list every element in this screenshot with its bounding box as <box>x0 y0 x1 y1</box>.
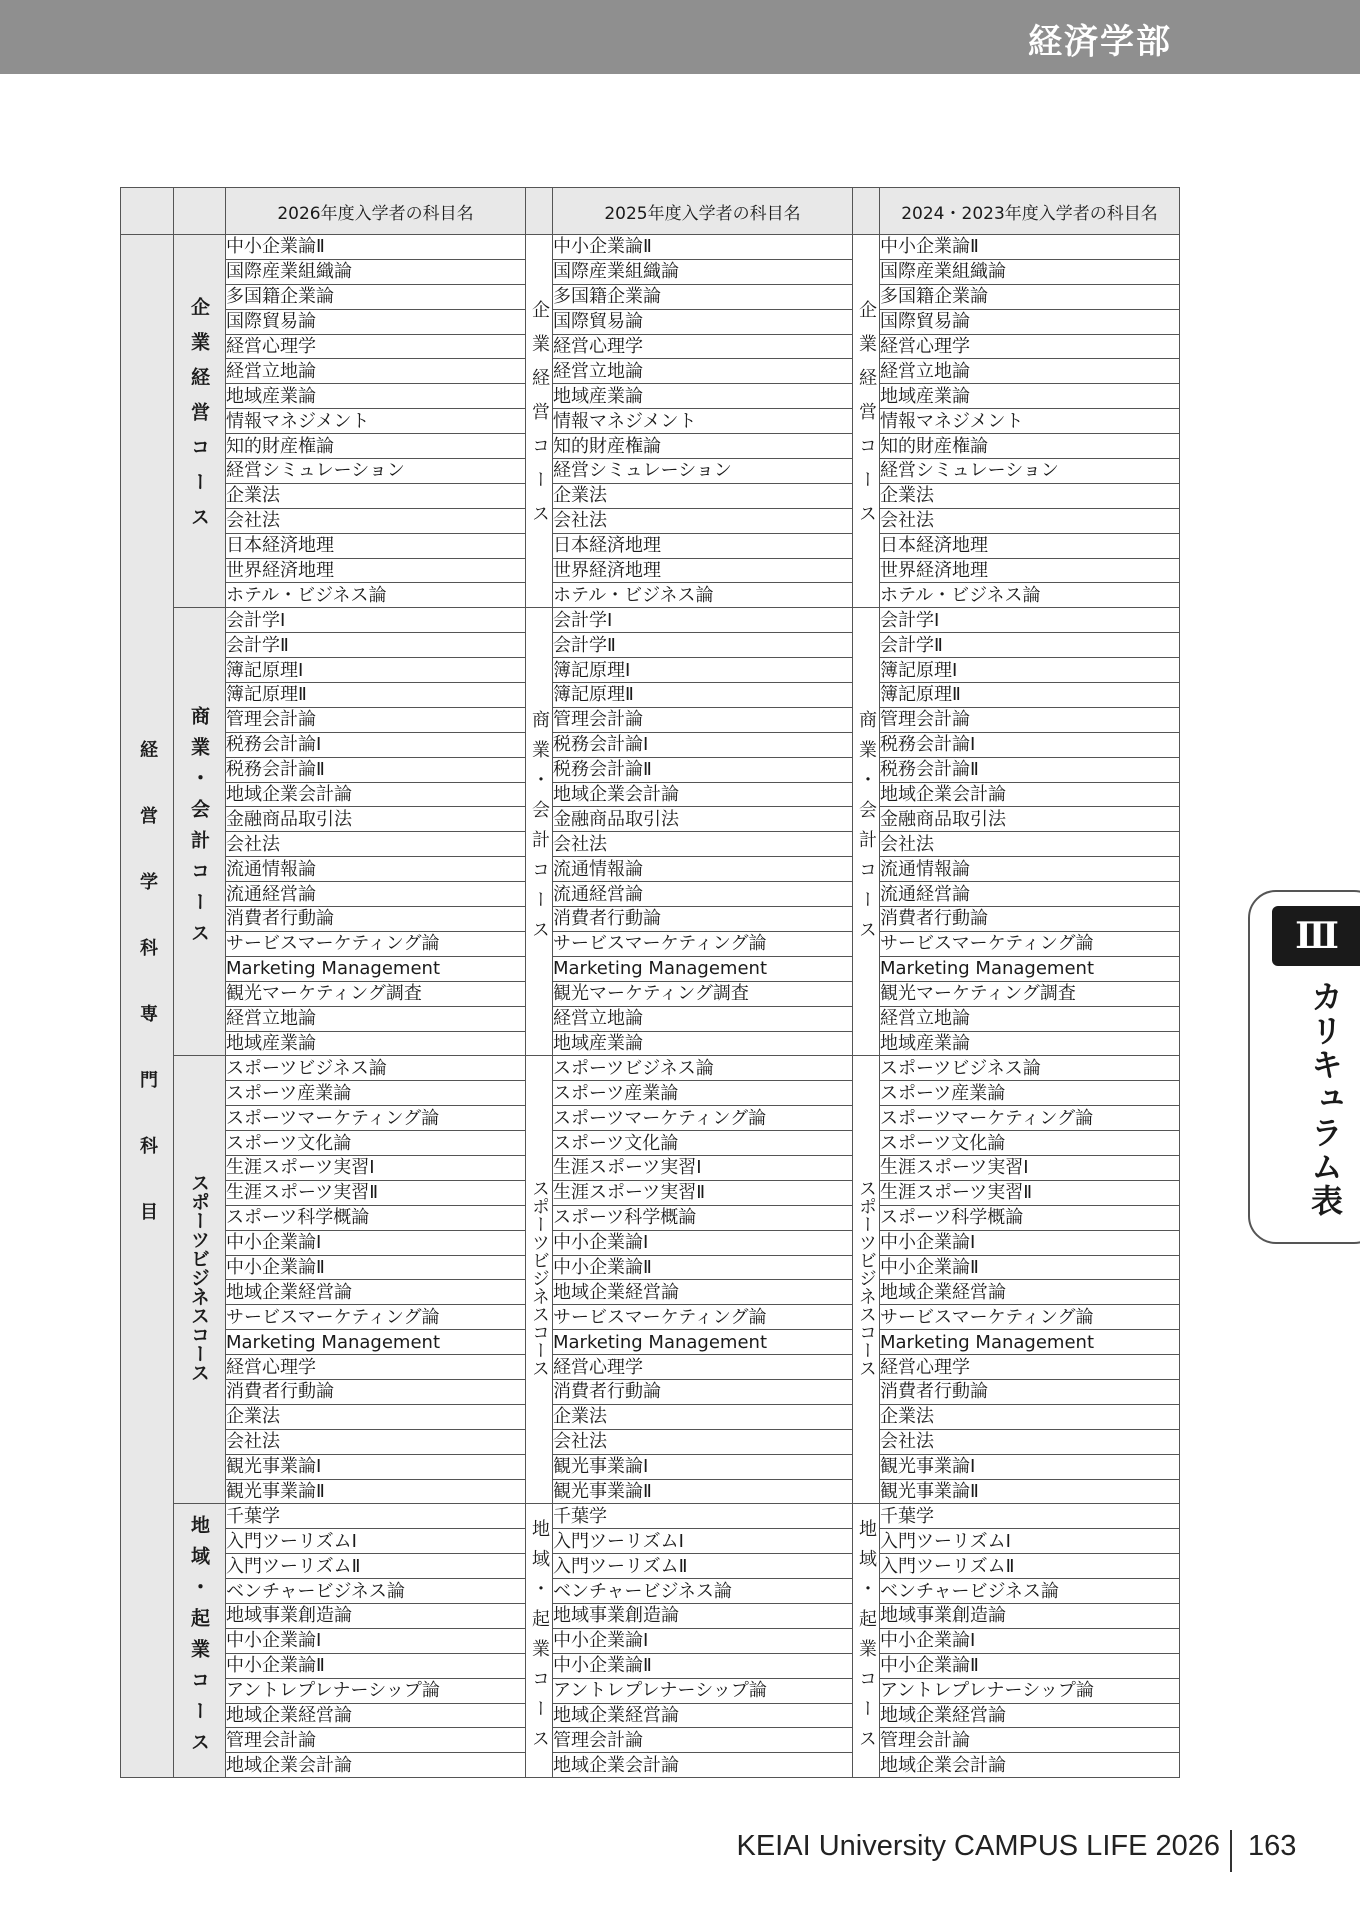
course-label: 商業・会計コース <box>856 709 877 950</box>
subject-cell: 中小企業論Ⅱ <box>553 1255 853 1280</box>
course-label-cell <box>853 1504 880 1778</box>
subject-cell: 地域事業創造論 <box>880 1603 1180 1628</box>
subject-cell: スポーツ文化論 <box>553 1131 853 1156</box>
subject-cell: 税務会計論Ⅱ <box>553 757 853 782</box>
table-row <box>121 1753 1180 1778</box>
table-header-row <box>121 188 1180 235</box>
subject-cell: 地域企業会計論 <box>553 1753 853 1778</box>
subject-cell: Marketing Management <box>553 1330 853 1355</box>
header-spacer-2024 <box>853 188 880 235</box>
subject-cell: スポーツ産業論 <box>880 1081 1180 1106</box>
subject-cell: 知的財産権論 <box>226 434 526 459</box>
table-row <box>121 1056 1180 1081</box>
table-row <box>121 1479 1180 1504</box>
table-row <box>121 683 1180 708</box>
header-bar <box>0 0 1360 74</box>
table-row <box>121 1230 1180 1255</box>
subject-cell: 金融商品取引法 <box>553 807 853 832</box>
subject-cell: ホテル・ビジネス論 <box>553 583 853 608</box>
table-row <box>121 757 1180 782</box>
table-row <box>121 1379 1180 1404</box>
table-row <box>121 1330 1180 1355</box>
subject-cell: 会社法 <box>880 508 1180 533</box>
table-row <box>121 832 1180 857</box>
subject-cell: 会社法 <box>226 1429 526 1454</box>
table-row <box>121 483 1180 508</box>
subject-cell: 地域企業経営論 <box>880 1703 1180 1728</box>
table-row <box>121 1280 1180 1305</box>
curriculum-table <box>120 187 1180 1778</box>
subject-cell: 経営心理学 <box>553 334 853 359</box>
side-label-text: 経営学科専門科目 <box>137 740 158 1269</box>
subject-cell: 観光事業論Ⅱ <box>226 1479 526 1504</box>
course-label-cell <box>174 235 226 608</box>
subject-cell: スポーツ文化論 <box>226 1131 526 1156</box>
subject-cell: アントレプレナーシップ論 <box>553 1678 853 1703</box>
subject-cell: 地域産業論 <box>226 1031 526 1056</box>
table-row <box>121 508 1180 533</box>
subject-cell: 管理会計論 <box>553 707 853 732</box>
subject-cell: 日本経済地理 <box>226 533 526 558</box>
subject-cell: ホテル・ビジネス論 <box>880 583 1180 608</box>
subject-cell: 金融商品取引法 <box>226 807 526 832</box>
table-row <box>121 1653 1180 1678</box>
subject-cell: 生涯スポーツ実習Ⅰ <box>553 1155 853 1180</box>
course-label-cell <box>526 1504 553 1778</box>
subject-cell: 税務会計論Ⅱ <box>880 757 1180 782</box>
course-label-cell <box>174 1504 226 1778</box>
table-row <box>121 1155 1180 1180</box>
subject-cell: 中小企業論Ⅱ <box>226 1255 526 1280</box>
table-row <box>121 1554 1180 1579</box>
subject-cell: 会計学Ⅱ <box>226 633 526 658</box>
table-row <box>121 334 1180 359</box>
table-row <box>121 1081 1180 1106</box>
subject-cell: 情報マネジメント <box>553 409 853 434</box>
subject-cell: 税務会計論Ⅰ <box>880 732 1180 757</box>
subject-cell: 観光事業論Ⅰ <box>880 1454 1180 1479</box>
subject-cell: 会社法 <box>226 508 526 533</box>
subject-cell: 観光マーケティング調査 <box>880 981 1180 1006</box>
subject-cell: 中小企業論Ⅱ <box>880 235 1180 260</box>
subject-cell: 観光事業論Ⅱ <box>553 1479 853 1504</box>
subject-cell: 地域企業会計論 <box>226 1753 526 1778</box>
subject-cell: 世界経済地理 <box>553 558 853 583</box>
subject-cell: 千葉学 <box>880 1504 1180 1529</box>
col-header-2024-2023: 2024・2023年度入学者の科目名 <box>880 188 1180 235</box>
subject-cell: スポーツビジネス論 <box>226 1056 526 1081</box>
subject-cell: スポーツ産業論 <box>226 1081 526 1106</box>
subject-cell: 入門ツーリズムⅠ <box>226 1529 526 1554</box>
subject-cell: ベンチャービジネス論 <box>880 1579 1180 1604</box>
subject-cell: 生涯スポーツ実習Ⅱ <box>553 1180 853 1205</box>
subject-cell: 消費者行動論 <box>880 1379 1180 1404</box>
subject-cell: 流通情報論 <box>880 857 1180 882</box>
subject-cell: 知的財産権論 <box>880 434 1180 459</box>
table-row <box>121 882 1180 907</box>
subject-cell: 地域企業会計論 <box>553 782 853 807</box>
subject-cell: 知的財産権論 <box>553 434 853 459</box>
subject-cell: 入門ツーリズムⅡ <box>880 1554 1180 1579</box>
subject-cell: 国際産業組織論 <box>226 259 526 284</box>
subject-cell: スポーツ科学概論 <box>553 1205 853 1230</box>
subject-cell: 情報マネジメント <box>880 409 1180 434</box>
subject-cell: 会社法 <box>553 1429 853 1454</box>
subject-cell: 経営立地論 <box>553 359 853 384</box>
subject-cell: サービスマーケティング論 <box>880 1305 1180 1330</box>
subject-cell: 流通情報論 <box>226 857 526 882</box>
subject-cell: 中小企業論Ⅰ <box>880 1230 1180 1255</box>
course-label-cell <box>526 608 553 1056</box>
subject-cell: 経営心理学 <box>880 1355 1180 1380</box>
table-row <box>121 1305 1180 1330</box>
subject-cell: 税務会計論Ⅰ <box>226 732 526 757</box>
table-row <box>121 384 1180 409</box>
course-label-cell <box>853 1056 880 1504</box>
table-row <box>121 956 1180 981</box>
subject-cell: 会計学Ⅰ <box>880 608 1180 633</box>
subject-cell: 経営立地論 <box>880 359 1180 384</box>
subject-cell: 中小企業論Ⅰ <box>226 1230 526 1255</box>
subject-cell: 会計学Ⅱ <box>880 633 1180 658</box>
subject-cell: 地域企業経営論 <box>226 1703 526 1728</box>
subject-cell: 中小企業論Ⅰ <box>880 1628 1180 1653</box>
subject-cell: ホテル・ビジネス論 <box>226 583 526 608</box>
table-row <box>121 583 1180 608</box>
subject-cell: 簿記原理Ⅱ <box>880 683 1180 708</box>
subject-cell: 簿記原理Ⅰ <box>880 658 1180 683</box>
table-row <box>121 707 1180 732</box>
table-row <box>121 359 1180 384</box>
subject-cell: 国際貿易論 <box>553 309 853 334</box>
chapter-tab <box>1248 890 1360 1244</box>
course-label: 企業経営コース <box>529 300 550 539</box>
subject-cell: 簿記原理Ⅰ <box>226 658 526 683</box>
table-row <box>121 309 1180 334</box>
subject-cell: 経営立地論 <box>553 1006 853 1031</box>
subject-cell: 企業法 <box>880 1404 1180 1429</box>
subject-cell: 情報マネジメント <box>226 409 526 434</box>
subject-cell: スポーツビジネス論 <box>553 1056 853 1081</box>
subject-cell: 会社法 <box>226 832 526 857</box>
course-label-cell <box>526 235 553 608</box>
subject-cell: 国際貿易論 <box>226 309 526 334</box>
subject-cell: 経営立地論 <box>226 1006 526 1031</box>
subject-cell: Marketing Management <box>880 1330 1180 1355</box>
subject-cell: 消費者行動論 <box>226 1379 526 1404</box>
subject-cell: 地域産業論 <box>553 1031 853 1056</box>
subject-cell: スポーツ科学概論 <box>880 1205 1180 1230</box>
subject-cell: アントレプレナーシップ論 <box>226 1678 526 1703</box>
subject-cell: 企業法 <box>553 1404 853 1429</box>
subject-cell: ベンチャービジネス論 <box>226 1579 526 1604</box>
subject-cell: 会社法 <box>880 832 1180 857</box>
table-row <box>121 1355 1180 1380</box>
course-label-cell <box>853 235 880 608</box>
table-row <box>121 1504 1180 1529</box>
table-row <box>121 658 1180 683</box>
subject-cell: 地域産業論 <box>553 384 853 409</box>
course-label: スポーツビジネスコース <box>188 1173 210 1383</box>
subject-cell: サービスマーケティング論 <box>880 931 1180 956</box>
subject-cell: スポーツマーケティング論 <box>226 1106 526 1131</box>
course-label-cell <box>174 1056 226 1504</box>
header-corner <box>121 188 174 235</box>
subject-cell: 企業法 <box>226 483 526 508</box>
subject-cell: 流通経営論 <box>553 882 853 907</box>
subject-cell: 経営立地論 <box>880 1006 1180 1031</box>
subject-cell: 流通経営論 <box>880 882 1180 907</box>
subject-cell: 経営心理学 <box>226 334 526 359</box>
subject-cell: 中小企業論Ⅰ <box>553 1230 853 1255</box>
subject-cell: サービスマーケティング論 <box>553 931 853 956</box>
subject-cell: 観光事業論Ⅰ <box>226 1454 526 1479</box>
table-row <box>121 732 1180 757</box>
subject-cell: 入門ツーリズムⅡ <box>553 1554 853 1579</box>
subject-cell: 会社法 <box>553 832 853 857</box>
table-row <box>121 1678 1180 1703</box>
page-number: 163 <box>1248 1830 1297 1862</box>
subject-cell: 経営シミュレーション <box>553 459 853 484</box>
table-row <box>121 1404 1180 1429</box>
subject-cell: 消費者行動論 <box>553 907 853 932</box>
subject-cell: スポーツ文化論 <box>880 1131 1180 1156</box>
subject-cell: 流通経営論 <box>226 882 526 907</box>
subject-cell: 多国籍企業論 <box>226 284 526 309</box>
subject-cell: 生涯スポーツ実習Ⅰ <box>880 1155 1180 1180</box>
table-row <box>121 235 1180 260</box>
subject-cell: 金融商品取引法 <box>880 807 1180 832</box>
subject-cell: 生涯スポーツ実習Ⅰ <box>226 1155 526 1180</box>
subject-cell: スポーツ科学概論 <box>226 1205 526 1230</box>
header-spacer-2025 <box>526 188 553 235</box>
subject-cell: 簿記原理Ⅱ <box>226 683 526 708</box>
subject-cell: 地域事業創造論 <box>553 1603 853 1628</box>
subject-cell: 日本経済地理 <box>880 533 1180 558</box>
subject-cell: 中小企業論Ⅱ <box>553 1653 853 1678</box>
table-row <box>121 1255 1180 1280</box>
table-row <box>121 931 1180 956</box>
subject-cell: 観光事業論Ⅰ <box>553 1454 853 1479</box>
subject-cell: 会社法 <box>553 508 853 533</box>
subject-cell: 簿記原理Ⅱ <box>553 683 853 708</box>
department-side-label <box>121 235 174 1778</box>
table-row <box>121 558 1180 583</box>
header-corner-2 <box>174 188 226 235</box>
subject-cell: 管理会計論 <box>880 707 1180 732</box>
table-row <box>121 1529 1180 1554</box>
course-label: スポーツビジネスコース <box>856 1178 877 1377</box>
subject-cell: 企業法 <box>880 483 1180 508</box>
subject-cell: 中小企業論Ⅱ <box>880 1653 1180 1678</box>
subject-cell: 観光マーケティング調査 <box>553 981 853 1006</box>
subject-cell: 世界経済地理 <box>226 558 526 583</box>
course-label: 商業・会計コース <box>529 709 550 950</box>
subject-cell: 会計学Ⅱ <box>553 633 853 658</box>
subject-cell: 中小企業論Ⅰ <box>226 1628 526 1653</box>
subject-cell: 企業法 <box>226 1404 526 1429</box>
table-row <box>121 633 1180 658</box>
subject-cell: アントレプレナーシップ論 <box>880 1678 1180 1703</box>
subject-cell: スポーツ産業論 <box>553 1081 853 1106</box>
table-row <box>121 1728 1180 1753</box>
table-row <box>121 1180 1180 1205</box>
subject-cell: 観光事業論Ⅱ <box>880 1479 1180 1504</box>
table-row <box>121 1429 1180 1454</box>
subject-cell: 中小企業論Ⅱ <box>880 1255 1180 1280</box>
subject-cell: 会社法 <box>880 1429 1180 1454</box>
table-row <box>121 434 1180 459</box>
course-label: 地域・起業コース <box>188 1514 210 1763</box>
subject-cell: 管理会計論 <box>226 1728 526 1753</box>
subject-cell: 生涯スポーツ実習Ⅱ <box>226 1180 526 1205</box>
publication-name: KEIAI University CAMPUS LIFE 2026 <box>737 1830 1233 1872</box>
table-row <box>121 1603 1180 1628</box>
subject-cell: 世界経済地理 <box>880 558 1180 583</box>
subject-cell: 経営シミュレーション <box>226 459 526 484</box>
table-row <box>121 1131 1180 1156</box>
subject-cell: スポーツマーケティング論 <box>553 1106 853 1131</box>
table-row <box>121 533 1180 558</box>
subject-cell: 税務会計論Ⅰ <box>553 732 853 757</box>
subject-cell: 入門ツーリズムⅡ <box>226 1554 526 1579</box>
chapter-title: カリキュラム表 <box>1306 980 1344 1218</box>
course-label: 企業経営コース <box>856 300 877 539</box>
subject-cell: 国際産業組織論 <box>880 259 1180 284</box>
course-label-cell <box>526 1056 553 1504</box>
subject-cell: 経営立地論 <box>226 359 526 384</box>
subject-cell: 地域産業論 <box>226 384 526 409</box>
subject-cell: Marketing Management <box>226 1330 526 1355</box>
subject-cell: 入門ツーリズムⅠ <box>880 1529 1180 1554</box>
col-header-2026: 2026年度入学者の科目名 <box>226 188 526 235</box>
subject-cell: 経営心理学 <box>553 1355 853 1380</box>
subject-cell: 管理会計論 <box>880 1728 1180 1753</box>
subject-cell: スポーツビジネス論 <box>880 1056 1180 1081</box>
table-row <box>121 284 1180 309</box>
table-row <box>121 1031 1180 1056</box>
department-title: 経済学部 <box>1028 22 1172 62</box>
subject-cell: 消費者行動論 <box>553 1379 853 1404</box>
table-row <box>121 857 1180 882</box>
course-label: 企業経営コース <box>188 296 210 542</box>
course-label: 商業・会計コース <box>188 705 210 954</box>
subject-cell: 日本経済地理 <box>553 533 853 558</box>
subject-cell: Marketing Management <box>553 956 853 981</box>
subject-cell: 消費者行動論 <box>880 907 1180 932</box>
table-row <box>121 608 1180 633</box>
subject-cell: Marketing Management <box>226 956 526 981</box>
table-row <box>121 1454 1180 1479</box>
subject-cell: 地域企業会計論 <box>880 782 1180 807</box>
subject-cell: 地域事業創造論 <box>226 1603 526 1628</box>
table-row <box>121 1628 1180 1653</box>
table-row <box>121 459 1180 484</box>
course-label-cell <box>853 608 880 1056</box>
subject-cell: 国際貿易論 <box>880 309 1180 334</box>
table-row <box>121 1205 1180 1230</box>
subject-cell: 経営シミュレーション <box>880 459 1180 484</box>
table-row <box>121 981 1180 1006</box>
subject-cell: 経営心理学 <box>226 1355 526 1380</box>
subject-cell: サービスマーケティング論 <box>553 1305 853 1330</box>
course-label: 地域・起業コース <box>856 1518 877 1759</box>
subject-cell: 中小企業論Ⅱ <box>226 1653 526 1678</box>
subject-cell: 地域企業経営論 <box>226 1280 526 1305</box>
subject-cell: Marketing Management <box>880 956 1180 981</box>
subject-cell: 管理会計論 <box>226 707 526 732</box>
subject-cell: 地域企業経営論 <box>880 1280 1180 1305</box>
subject-cell: 地域企業経営論 <box>553 1703 853 1728</box>
subject-cell: 中小企業論Ⅱ <box>553 235 853 260</box>
table-row <box>121 259 1180 284</box>
table-row <box>121 1006 1180 1031</box>
course-label-cell <box>174 608 226 1056</box>
table-row <box>121 782 1180 807</box>
table-row <box>121 807 1180 832</box>
subject-cell: 地域企業経営論 <box>553 1280 853 1305</box>
subject-cell: 流通情報論 <box>553 857 853 882</box>
subject-cell: 国際産業組織論 <box>553 259 853 284</box>
subject-cell: 中小企業論Ⅱ <box>226 235 526 260</box>
course-label: スポーツビジネスコース <box>529 1178 550 1377</box>
subject-cell: 千葉学 <box>553 1504 853 1529</box>
table-row <box>121 409 1180 434</box>
subject-cell: 多国籍企業論 <box>880 284 1180 309</box>
subject-cell: 会計学Ⅰ <box>553 608 853 633</box>
subject-cell: 会計学Ⅰ <box>226 608 526 633</box>
subject-cell: 中小企業論Ⅰ <box>553 1628 853 1653</box>
subject-cell: 管理会計論 <box>553 1728 853 1753</box>
table-row <box>121 1579 1180 1604</box>
subject-cell: 生涯スポーツ実習Ⅱ <box>880 1180 1180 1205</box>
subject-cell: ベンチャービジネス論 <box>553 1579 853 1604</box>
chapter-number: Ⅲ <box>1272 906 1360 966</box>
table-body <box>121 235 1180 1778</box>
table-row <box>121 1106 1180 1131</box>
subject-cell: 観光マーケティング調査 <box>226 981 526 1006</box>
table-row <box>121 1703 1180 1728</box>
col-header-2025: 2025年度入学者の科目名 <box>553 188 853 235</box>
subject-cell: 簿記原理Ⅰ <box>553 658 853 683</box>
subject-cell: 入門ツーリズムⅠ <box>553 1529 853 1554</box>
subject-cell: 地域産業論 <box>880 1031 1180 1056</box>
table-row <box>121 907 1180 932</box>
course-label: 地域・起業コース <box>529 1518 550 1759</box>
subject-cell: 多国籍企業論 <box>553 284 853 309</box>
subject-cell: 経営心理学 <box>880 334 1180 359</box>
subject-cell: 地域企業会計論 <box>226 782 526 807</box>
subject-cell: スポーツマーケティング論 <box>880 1106 1180 1131</box>
subject-cell: 企業法 <box>553 483 853 508</box>
subject-cell: 税務会計論Ⅱ <box>226 757 526 782</box>
subject-cell: サービスマーケティング論 <box>226 1305 526 1330</box>
subject-cell: サービスマーケティング論 <box>226 931 526 956</box>
subject-cell: 地域産業論 <box>880 384 1180 409</box>
subject-cell: 千葉学 <box>226 1504 526 1529</box>
subject-cell: 消費者行動論 <box>226 907 526 932</box>
subject-cell: 地域企業会計論 <box>880 1753 1180 1778</box>
